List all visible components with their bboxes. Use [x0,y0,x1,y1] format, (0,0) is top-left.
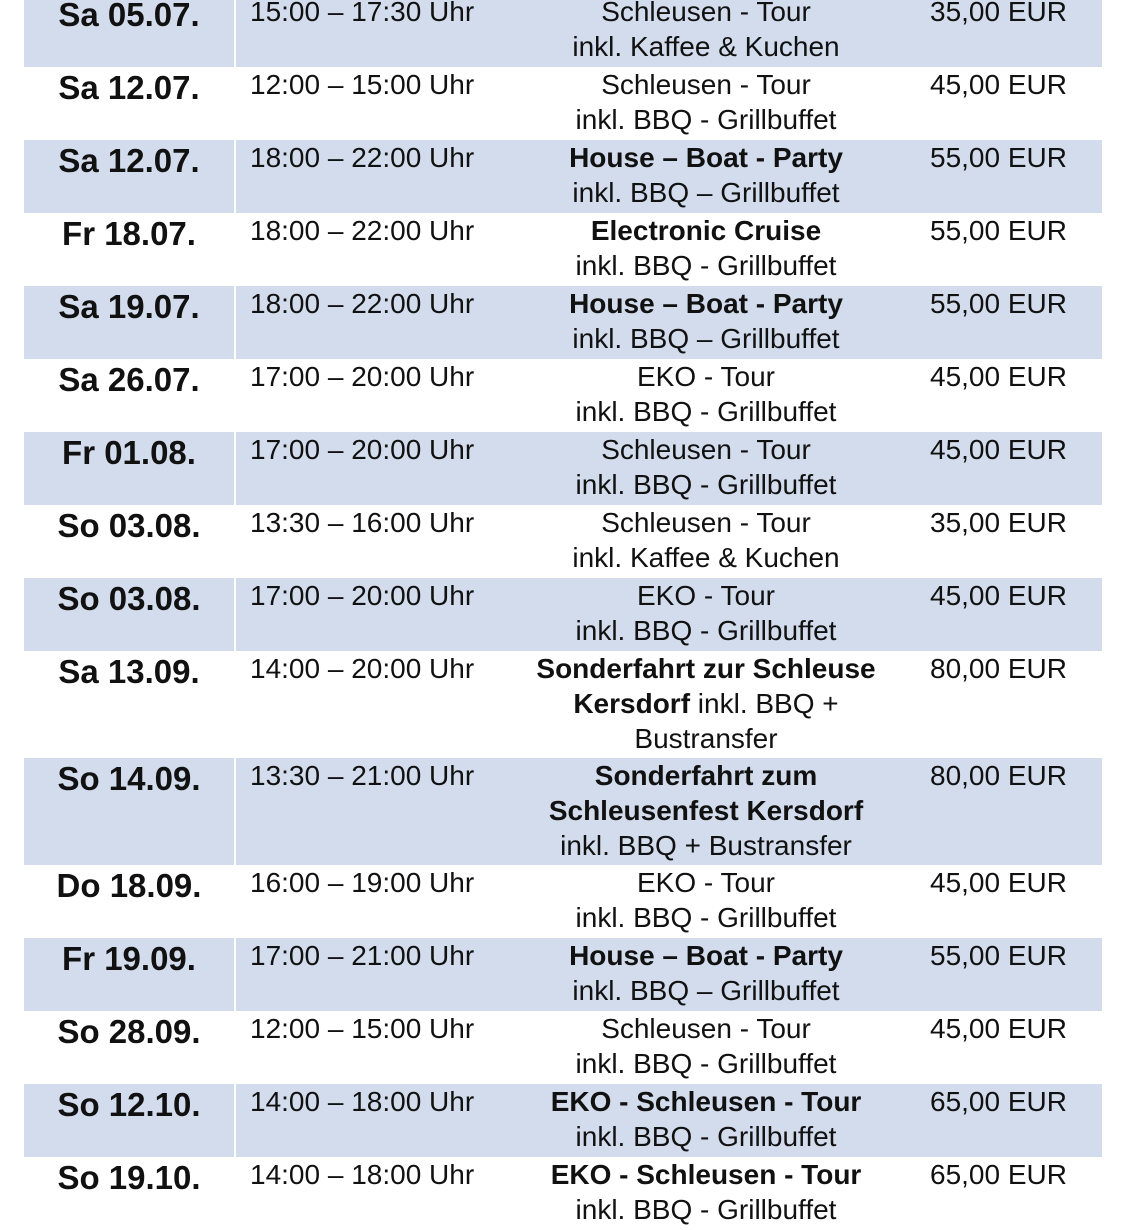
tour-description [514,505,898,575]
description-line: Schleusen - Tour [601,0,811,27]
tour-date: Fr 18.07. [62,215,196,252]
column-divider [234,938,236,1011]
tour-price: 45,00 EUR [930,361,1067,392]
table-row [24,651,1102,758]
column-divider [234,505,236,578]
table-row [24,938,1102,1011]
description-line: Schleusen - Tour [601,69,811,100]
tour-price: 35,00 EUR [930,507,1067,538]
description-line: Schleusenfest Kersdorf [548,795,864,826]
description-line: inkl. BBQ - Grillbuffet [575,104,837,135]
column-divider [234,213,236,286]
table-row [24,505,1102,578]
description-line: inkl. BBQ - Grillbuffet [575,1121,837,1152]
tour-time: 13:30 – 16:00 Uhr [250,507,475,538]
tour-description [514,1084,898,1154]
table-row [24,213,1102,286]
tour-time: 17:00 – 20:00 Uhr [250,580,475,611]
description-line: inkl. BBQ - Grillbuffet [575,1048,837,1079]
description-line: Schleusen - Tour [601,1013,811,1044]
tour-description [514,286,898,356]
tour-description [514,140,898,210]
column-divider [234,67,236,140]
tour-date: Sa 19.07. [58,288,200,325]
tour-description [514,578,898,648]
table-row [24,1084,1102,1157]
description-line: Schleusen - Tour [601,434,811,465]
description-line: inkl. BBQ + Bustransfer [560,830,852,861]
tour-description [514,432,898,502]
column-divider [234,359,236,432]
tour-description [514,651,898,756]
tour-description [514,758,898,863]
column-divider [234,758,236,865]
tour-date: So 03.08. [57,507,201,544]
tour-date: Sa 12.07. [58,142,200,179]
description-line: Schleusen - Tour [601,507,811,538]
description-line: EKO - Tour [637,580,775,611]
table-row [24,359,1102,432]
column-divider [234,140,236,213]
tour-price: 65,00 EUR [930,1159,1067,1190]
description-line: inkl. Kaffee & Kuchen [572,31,840,62]
tour-time: 18:00 – 22:00 Uhr [250,215,475,246]
tour-description [514,865,898,935]
tour-time: 14:00 – 18:00 Uhr [250,1086,475,1117]
tour-date: So 12.10. [57,1086,201,1123]
description-line: House – Boat - Party [569,142,843,173]
table-row [24,432,1102,505]
description-line: inkl. BBQ - Grillbuffet [575,902,837,933]
description-line: House – Boat - Party [569,288,843,319]
tour-date: So 19.10. [57,1159,201,1196]
column-divider [234,432,236,505]
tour-time: 12:00 – 15:00 Uhr [250,69,475,100]
description-line: inkl. BBQ – Grillbuffet [572,323,840,354]
tour-time: 15:00 – 17:30 Uhr [250,0,475,27]
tour-price: 45,00 EUR [930,1013,1067,1044]
tour-date: Sa 13.09. [58,653,200,690]
column-divider [234,865,236,938]
tour-description [514,938,898,1008]
description-text: Sonderfahrt zur Schleuse [536,653,876,684]
tour-date: Do 18.09. [56,867,202,904]
tour-date: Sa 12.07. [58,69,200,106]
tour-time: 14:00 – 18:00 Uhr [250,1159,475,1190]
description-line: inkl. Kaffee & Kuchen [572,542,840,573]
tour-time: 17:00 – 20:00 Uhr [250,361,475,392]
tour-price: 55,00 EUR [930,215,1067,246]
tour-time: 13:30 – 21:00 Uhr [250,760,475,791]
tour-price: 45,00 EUR [930,580,1067,611]
description-line: inkl. BBQ - Grillbuffet [575,615,837,646]
tour-description [514,213,898,283]
description-line [514,651,898,686]
description-line: EKO - Tour [637,867,775,898]
column-divider [234,1157,236,1230]
column-divider [234,1011,236,1084]
description-line: inkl. BBQ - Grillbuffet [575,1194,837,1225]
tour-description [514,0,898,64]
tour-price: 45,00 EUR [930,69,1067,100]
tour-price: 55,00 EUR [930,940,1067,971]
table-row [24,140,1102,213]
tour-description [514,67,898,137]
description-line: EKO - Schleusen - Tour [550,1159,862,1190]
table-row [24,286,1102,359]
tour-time: 17:00 – 21:00 Uhr [250,940,475,971]
tour-date: Sa 26.07. [58,361,200,398]
tour-date: So 03.08. [57,580,201,617]
table-row [24,1011,1102,1084]
column-divider [234,286,236,359]
tour-time: 18:00 – 22:00 Uhr [250,142,475,173]
tour-price: 80,00 EUR [930,760,1067,791]
description-line [514,686,898,721]
description-line: inkl. BBQ - Grillbuffet [575,396,837,427]
table-row [24,67,1102,140]
tour-price: 45,00 EUR [930,434,1067,465]
tour-price: 65,00 EUR [930,1086,1067,1117]
tour-time: 12:00 – 15:00 Uhr [250,1013,475,1044]
description-line: inkl. BBQ – Grillbuffet [572,177,840,208]
column-divider [234,651,236,758]
tour-date: Sa 05.07. [58,0,200,33]
table-row [24,758,1102,865]
column-divider [234,1084,236,1157]
tour-date: Fr 01.08. [62,434,196,471]
description-text: inkl. BBQ + [690,688,839,719]
description-text: Kersdorf [573,688,691,719]
tour-time: 14:00 – 20:00 Uhr [250,653,475,684]
tour-description [514,1011,898,1081]
table-row [24,1157,1102,1230]
tour-price: 80,00 EUR [930,653,1067,684]
tour-description [514,359,898,429]
tour-date: So 28.09. [57,1013,201,1050]
tour-time: 18:00 – 22:00 Uhr [250,288,475,319]
description-line: inkl. BBQ - Grillbuffet [575,469,837,500]
description-line [514,721,898,756]
description-line: EKO - Tour [637,361,775,392]
tour-price: 45,00 EUR [930,867,1067,898]
description-line: inkl. BBQ - Grillbuffet [575,250,837,281]
description-line: Electronic Cruise [590,215,822,246]
table-row [24,0,1102,67]
description-line: inkl. BBQ – Grillbuffet [572,975,840,1006]
tour-schedule-table [24,0,1102,1230]
tour-date: Fr 19.09. [62,940,196,977]
tour-price: 55,00 EUR [930,288,1067,319]
description-line: House – Boat - Party [569,940,843,971]
table-row [24,865,1102,938]
description-text: Bustransfer [634,723,778,754]
tour-time: 16:00 – 19:00 Uhr [250,867,475,898]
tour-price: 35,00 EUR [930,0,1067,27]
tour-price: 55,00 EUR [930,142,1067,173]
description-line: EKO - Schleusen - Tour [550,1086,862,1117]
column-divider [234,578,236,651]
column-divider [234,0,236,67]
table-row [24,578,1102,651]
tour-time: 17:00 – 20:00 Uhr [250,434,475,465]
description-line: Sonderfahrt zum [594,760,818,791]
tour-date: So 14.09. [57,760,201,797]
tour-description [514,1157,898,1227]
